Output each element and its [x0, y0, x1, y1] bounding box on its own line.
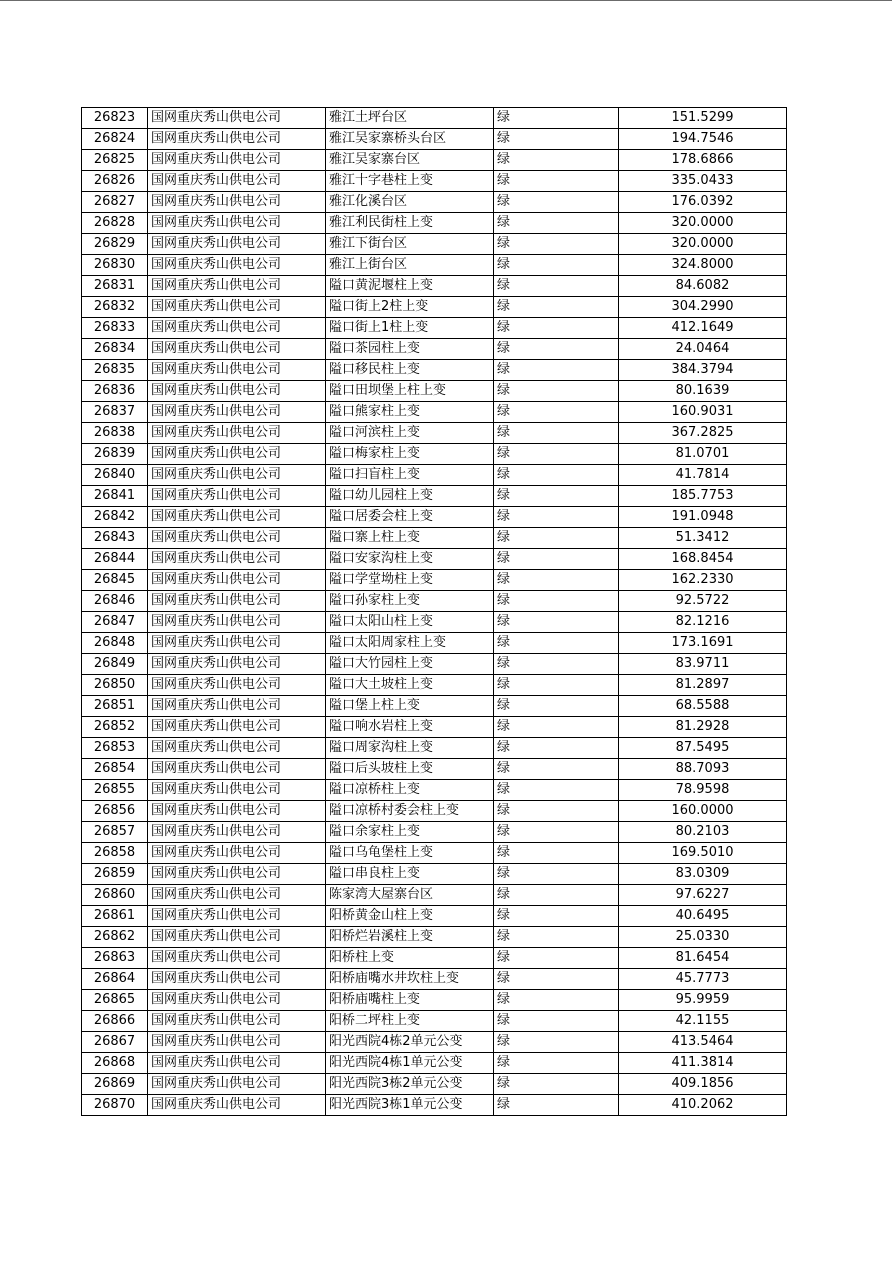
company-cell: 国网重庆秀山供电公司 [148, 360, 326, 381]
row-id-cell: 26823 [82, 108, 148, 129]
color-code-cell: 绿 [494, 360, 619, 381]
station-name-cell: 阳光西院3栋2单元公变 [326, 1074, 494, 1095]
color-code-cell: 绿 [494, 423, 619, 444]
color-code-cell: 绿 [494, 759, 619, 780]
station-name-cell: 阳桥二坪柱上变 [326, 1011, 494, 1032]
color-code-cell: 绿 [494, 255, 619, 276]
row-id-cell: 26862 [82, 927, 148, 948]
company-cell: 国网重庆秀山供电公司 [148, 549, 326, 570]
station-name-cell: 隘口孙家柱上变 [326, 591, 494, 612]
page-top-border [0, 0, 892, 1]
value-cell: 88.7093 [619, 759, 787, 780]
station-name-cell: 阳桥庙嘴水井坎柱上变 [326, 969, 494, 990]
company-cell: 国网重庆秀山供电公司 [148, 591, 326, 612]
company-cell: 国网重庆秀山供电公司 [148, 759, 326, 780]
row-id-cell: 26840 [82, 465, 148, 486]
station-name-cell: 隘口安家沟柱上变 [326, 549, 494, 570]
company-cell: 国网重庆秀山供电公司 [148, 276, 326, 297]
row-id-cell: 26829 [82, 234, 148, 255]
value-cell: 81.6454 [619, 948, 787, 969]
company-cell: 国网重庆秀山供电公司 [148, 1032, 326, 1053]
value-cell: 84.6082 [619, 276, 787, 297]
value-cell: 81.2897 [619, 675, 787, 696]
table-row [82, 570, 787, 591]
value-cell: 162.2330 [619, 570, 787, 591]
company-cell: 国网重庆秀山供电公司 [148, 1053, 326, 1074]
table-row [82, 360, 787, 381]
station-name-cell: 隘口凉桥柱上变 [326, 780, 494, 801]
row-id-cell: 26868 [82, 1053, 148, 1074]
table-body [82, 108, 787, 1116]
value-cell: 92.5722 [619, 591, 787, 612]
row-id-cell: 26833 [82, 318, 148, 339]
company-cell: 国网重庆秀山供电公司 [148, 150, 326, 171]
color-code-cell: 绿 [494, 297, 619, 318]
company-cell: 国网重庆秀山供电公司 [148, 108, 326, 129]
value-cell: 169.5010 [619, 843, 787, 864]
color-code-cell: 绿 [494, 318, 619, 339]
color-code-cell: 绿 [494, 192, 619, 213]
company-cell: 国网重庆秀山供电公司 [148, 570, 326, 591]
company-cell: 国网重庆秀山供电公司 [148, 444, 326, 465]
color-code-cell: 绿 [494, 591, 619, 612]
row-id-cell: 26842 [82, 507, 148, 528]
value-cell: 304.2990 [619, 297, 787, 318]
table-row [82, 171, 787, 192]
color-code-cell: 绿 [494, 276, 619, 297]
company-cell: 国网重庆秀山供电公司 [148, 822, 326, 843]
row-id-cell: 26851 [82, 696, 148, 717]
station-name-cell: 陈家湾大屋寨台区 [326, 885, 494, 906]
table-row [82, 528, 787, 549]
company-cell: 国网重庆秀山供电公司 [148, 486, 326, 507]
station-name-cell: 阳桥黄金山柱上变 [326, 906, 494, 927]
value-cell: 81.0701 [619, 444, 787, 465]
table-row [82, 276, 787, 297]
company-cell: 国网重庆秀山供电公司 [148, 612, 326, 633]
company-cell: 国网重庆秀山供电公司 [148, 465, 326, 486]
value-cell: 173.1691 [619, 633, 787, 654]
row-id-cell: 26863 [82, 948, 148, 969]
table-row [82, 990, 787, 1011]
value-cell: 80.2103 [619, 822, 787, 843]
row-id-cell: 26834 [82, 339, 148, 360]
color-code-cell: 绿 [494, 990, 619, 1011]
color-code-cell: 绿 [494, 780, 619, 801]
table-row [82, 717, 787, 738]
color-code-cell: 绿 [494, 717, 619, 738]
company-cell: 国网重庆秀山供电公司 [148, 213, 326, 234]
value-cell: 168.8454 [619, 549, 787, 570]
company-cell: 国网重庆秀山供电公司 [148, 717, 326, 738]
station-name-cell: 阳光西院4栋1单元公变 [326, 1053, 494, 1074]
value-cell: 51.3412 [619, 528, 787, 549]
value-cell: 160.0000 [619, 801, 787, 822]
color-code-cell: 绿 [494, 570, 619, 591]
row-id-cell: 26847 [82, 612, 148, 633]
value-cell: 324.8000 [619, 255, 787, 276]
table-row [82, 108, 787, 129]
row-id-cell: 26845 [82, 570, 148, 591]
table-row [82, 150, 787, 171]
color-code-cell: 绿 [494, 129, 619, 150]
station-name-cell: 雅江十字巷柱上变 [326, 171, 494, 192]
value-cell: 194.7546 [619, 129, 787, 150]
station-name-cell: 雅江吴家寨台区 [326, 150, 494, 171]
company-cell: 国网重庆秀山供电公司 [148, 654, 326, 675]
station-name-cell: 隘口学堂坳柱上变 [326, 570, 494, 591]
station-name-cell: 隘口响水岩柱上变 [326, 717, 494, 738]
value-cell: 83.0309 [619, 864, 787, 885]
value-cell: 41.7814 [619, 465, 787, 486]
station-name-cell: 隘口大竹园柱上变 [326, 654, 494, 675]
row-id-cell: 26853 [82, 738, 148, 759]
value-cell: 97.6227 [619, 885, 787, 906]
station-name-cell: 隘口街上2柱上变 [326, 297, 494, 318]
row-id-cell: 26855 [82, 780, 148, 801]
row-id-cell: 26839 [82, 444, 148, 465]
color-code-cell: 绿 [494, 486, 619, 507]
color-code-cell: 绿 [494, 906, 619, 927]
value-cell: 25.0330 [619, 927, 787, 948]
table-row [82, 255, 787, 276]
table-row [82, 339, 787, 360]
station-name-cell: 隘口田坝堡上柱上变 [326, 381, 494, 402]
company-cell: 国网重庆秀山供电公司 [148, 990, 326, 1011]
value-cell: 45.7773 [619, 969, 787, 990]
station-name-cell: 隘口居委会柱上变 [326, 507, 494, 528]
color-code-cell: 绿 [494, 150, 619, 171]
row-id-cell: 26841 [82, 486, 148, 507]
color-code-cell: 绿 [494, 381, 619, 402]
data-table [81, 107, 787, 1116]
station-name-cell: 隘口黄泥堰柱上变 [326, 276, 494, 297]
company-cell: 国网重庆秀山供电公司 [148, 234, 326, 255]
color-code-cell: 绿 [494, 213, 619, 234]
color-code-cell: 绿 [494, 1095, 619, 1116]
value-cell: 68.5588 [619, 696, 787, 717]
company-cell: 国网重庆秀山供电公司 [148, 255, 326, 276]
company-cell: 国网重庆秀山供电公司 [148, 633, 326, 654]
station-name-cell: 隘口梅家柱上变 [326, 444, 494, 465]
station-name-cell: 阳光西院3栋1单元公变 [326, 1095, 494, 1116]
company-cell: 国网重庆秀山供电公司 [148, 1074, 326, 1095]
station-name-cell: 雅江化溪台区 [326, 192, 494, 213]
station-name-cell: 隘口堡上柱上变 [326, 696, 494, 717]
company-cell: 国网重庆秀山供电公司 [148, 780, 326, 801]
company-cell: 国网重庆秀山供电公司 [148, 864, 326, 885]
value-cell: 320.0000 [619, 213, 787, 234]
row-id-cell: 26849 [82, 654, 148, 675]
station-name-cell: 隘口幼儿园柱上变 [326, 486, 494, 507]
value-cell: 80.1639 [619, 381, 787, 402]
table-row [82, 654, 787, 675]
row-id-cell: 26867 [82, 1032, 148, 1053]
value-cell: 178.6866 [619, 150, 787, 171]
color-code-cell: 绿 [494, 948, 619, 969]
table-row [82, 738, 787, 759]
color-code-cell: 绿 [494, 1074, 619, 1095]
row-id-cell: 26854 [82, 759, 148, 780]
table-row [82, 213, 787, 234]
row-id-cell: 26857 [82, 822, 148, 843]
table-row [82, 780, 787, 801]
row-id-cell: 26838 [82, 423, 148, 444]
station-name-cell: 雅江利民街柱上变 [326, 213, 494, 234]
color-code-cell: 绿 [494, 108, 619, 129]
station-name-cell: 隘口后头坡柱上变 [326, 759, 494, 780]
row-id-cell: 26832 [82, 297, 148, 318]
company-cell: 国网重庆秀山供电公司 [148, 171, 326, 192]
table-row [82, 948, 787, 969]
color-code-cell: 绿 [494, 633, 619, 654]
table-row [82, 696, 787, 717]
value-cell: 185.7753 [619, 486, 787, 507]
row-id-cell: 26837 [82, 402, 148, 423]
station-name-cell: 隘口凉桥村委会柱上变 [326, 801, 494, 822]
value-cell: 24.0464 [619, 339, 787, 360]
station-name-cell: 雅江土坪台区 [326, 108, 494, 129]
station-name-cell: 隘口余家柱上变 [326, 822, 494, 843]
row-id-cell: 26859 [82, 864, 148, 885]
company-cell: 国网重庆秀山供电公司 [148, 969, 326, 990]
color-code-cell: 绿 [494, 234, 619, 255]
row-id-cell: 26866 [82, 1011, 148, 1032]
table-row [82, 381, 787, 402]
station-name-cell: 隘口周家沟柱上变 [326, 738, 494, 759]
station-name-cell: 隘口移民柱上变 [326, 360, 494, 381]
table-row [82, 822, 787, 843]
color-code-cell: 绿 [494, 1011, 619, 1032]
company-cell: 国网重庆秀山供电公司 [148, 528, 326, 549]
row-id-cell: 26825 [82, 150, 148, 171]
value-cell: 40.6495 [619, 906, 787, 927]
table-row [82, 318, 787, 339]
color-code-cell: 绿 [494, 528, 619, 549]
company-cell: 国网重庆秀山供电公司 [148, 696, 326, 717]
row-id-cell: 26844 [82, 549, 148, 570]
row-id-cell: 26865 [82, 990, 148, 1011]
table-row [82, 465, 787, 486]
row-id-cell: 26843 [82, 528, 148, 549]
row-id-cell: 26856 [82, 801, 148, 822]
value-cell: 176.0392 [619, 192, 787, 213]
row-id-cell: 26858 [82, 843, 148, 864]
color-code-cell: 绿 [494, 696, 619, 717]
table-row [82, 801, 787, 822]
value-cell: 160.9031 [619, 402, 787, 423]
table-row [82, 507, 787, 528]
station-name-cell: 隘口扫盲柱上变 [326, 465, 494, 486]
company-cell: 国网重庆秀山供电公司 [148, 843, 326, 864]
company-cell: 国网重庆秀山供电公司 [148, 297, 326, 318]
color-code-cell: 绿 [494, 738, 619, 759]
table-row [82, 906, 787, 927]
value-cell: 367.2825 [619, 423, 787, 444]
row-id-cell: 26824 [82, 129, 148, 150]
row-id-cell: 26831 [82, 276, 148, 297]
station-name-cell: 雅江上街台区 [326, 255, 494, 276]
value-cell: 95.9959 [619, 990, 787, 1011]
table-row [82, 1011, 787, 1032]
color-code-cell: 绿 [494, 402, 619, 423]
row-id-cell: 26861 [82, 906, 148, 927]
table-row [82, 864, 787, 885]
station-name-cell: 隘口河滨柱上变 [326, 423, 494, 444]
value-cell: 320.0000 [619, 234, 787, 255]
table-row [82, 675, 787, 696]
station-name-cell: 雅江下街台区 [326, 234, 494, 255]
color-code-cell: 绿 [494, 549, 619, 570]
row-id-cell: 26828 [82, 213, 148, 234]
table-row [82, 591, 787, 612]
color-code-cell: 绿 [494, 885, 619, 906]
color-code-cell: 绿 [494, 654, 619, 675]
row-id-cell: 26870 [82, 1095, 148, 1116]
row-id-cell: 26852 [82, 717, 148, 738]
color-code-cell: 绿 [494, 171, 619, 192]
value-cell: 42.1155 [619, 1011, 787, 1032]
station-name-cell: 隘口寨上柱上变 [326, 528, 494, 549]
station-name-cell: 隘口太阳山柱上变 [326, 612, 494, 633]
value-cell: 412.1649 [619, 318, 787, 339]
company-cell: 国网重庆秀山供电公司 [148, 129, 326, 150]
table-row [82, 633, 787, 654]
color-code-cell: 绿 [494, 465, 619, 486]
station-name-cell: 隘口串良柱上变 [326, 864, 494, 885]
value-cell: 82.1216 [619, 612, 787, 633]
station-name-cell: 阳桥庙嘴柱上变 [326, 990, 494, 1011]
row-id-cell: 26846 [82, 591, 148, 612]
table-row [82, 234, 787, 255]
company-cell: 国网重庆秀山供电公司 [148, 927, 326, 948]
table-row [82, 297, 787, 318]
table-row [82, 1074, 787, 1095]
value-cell: 409.1856 [619, 1074, 787, 1095]
value-cell: 87.5495 [619, 738, 787, 759]
company-cell: 国网重庆秀山供电公司 [148, 948, 326, 969]
color-code-cell: 绿 [494, 969, 619, 990]
station-name-cell: 阳桥柱上变 [326, 948, 494, 969]
row-id-cell: 26836 [82, 381, 148, 402]
table-row [82, 444, 787, 465]
value-cell: 410.2062 [619, 1095, 787, 1116]
table-row [82, 927, 787, 948]
color-code-cell: 绿 [494, 1032, 619, 1053]
company-cell: 国网重庆秀山供电公司 [148, 738, 326, 759]
color-code-cell: 绿 [494, 822, 619, 843]
company-cell: 国网重庆秀山供电公司 [148, 1095, 326, 1116]
row-id-cell: 26830 [82, 255, 148, 276]
table-row [82, 759, 787, 780]
station-name-cell: 隘口太阳周家柱上变 [326, 633, 494, 654]
value-cell: 411.3814 [619, 1053, 787, 1074]
station-name-cell: 阳桥烂岩溪柱上变 [326, 927, 494, 948]
company-cell: 国网重庆秀山供电公司 [148, 423, 326, 444]
color-code-cell: 绿 [494, 339, 619, 360]
table-row [82, 549, 787, 570]
station-name-cell: 隘口乌龟堡柱上变 [326, 843, 494, 864]
company-cell: 国网重庆秀山供电公司 [148, 507, 326, 528]
row-id-cell: 26860 [82, 885, 148, 906]
table-row [82, 129, 787, 150]
station-name-cell: 雅江吴家寨桥头台区 [326, 129, 494, 150]
station-name-cell: 隘口茶园柱上变 [326, 339, 494, 360]
table-row [82, 969, 787, 990]
table-row [82, 192, 787, 213]
color-code-cell: 绿 [494, 612, 619, 633]
row-id-cell: 26835 [82, 360, 148, 381]
color-code-cell: 绿 [494, 801, 619, 822]
table-row [82, 843, 787, 864]
table-row [82, 1095, 787, 1116]
table-row [82, 486, 787, 507]
row-id-cell: 26826 [82, 171, 148, 192]
value-cell: 384.3794 [619, 360, 787, 381]
row-id-cell: 26869 [82, 1074, 148, 1095]
color-code-cell: 绿 [494, 927, 619, 948]
company-cell: 国网重庆秀山供电公司 [148, 675, 326, 696]
company-cell: 国网重庆秀山供电公司 [148, 402, 326, 423]
company-cell: 国网重庆秀山供电公司 [148, 1011, 326, 1032]
value-cell: 78.9598 [619, 780, 787, 801]
table-row [82, 612, 787, 633]
company-cell: 国网重庆秀山供电公司 [148, 906, 326, 927]
station-name-cell: 隘口大土坡柱上变 [326, 675, 494, 696]
station-name-cell: 隘口熊家柱上变 [326, 402, 494, 423]
color-code-cell: 绿 [494, 843, 619, 864]
station-name-cell: 隘口街上1柱上变 [326, 318, 494, 339]
table-row [82, 885, 787, 906]
row-id-cell: 26827 [82, 192, 148, 213]
table-row [82, 1053, 787, 1074]
color-code-cell: 绿 [494, 507, 619, 528]
company-cell: 国网重庆秀山供电公司 [148, 192, 326, 213]
company-cell: 国网重庆秀山供电公司 [148, 801, 326, 822]
row-id-cell: 26848 [82, 633, 148, 654]
row-id-cell: 26850 [82, 675, 148, 696]
company-cell: 国网重庆秀山供电公司 [148, 318, 326, 339]
table-row [82, 1032, 787, 1053]
company-cell: 国网重庆秀山供电公司 [148, 381, 326, 402]
company-cell: 国网重庆秀山供电公司 [148, 339, 326, 360]
station-name-cell: 阳光西院4栋2单元公变 [326, 1032, 494, 1053]
value-cell: 413.5464 [619, 1032, 787, 1053]
value-cell: 335.0433 [619, 171, 787, 192]
color-code-cell: 绿 [494, 444, 619, 465]
company-cell: 国网重庆秀山供电公司 [148, 885, 326, 906]
value-cell: 81.2928 [619, 717, 787, 738]
value-cell: 151.5299 [619, 108, 787, 129]
color-code-cell: 绿 [494, 1053, 619, 1074]
row-id-cell: 26864 [82, 969, 148, 990]
value-cell: 191.0948 [619, 507, 787, 528]
color-code-cell: 绿 [494, 675, 619, 696]
table-row [82, 402, 787, 423]
value-cell: 83.9711 [619, 654, 787, 675]
table-row [82, 423, 787, 444]
color-code-cell: 绿 [494, 864, 619, 885]
